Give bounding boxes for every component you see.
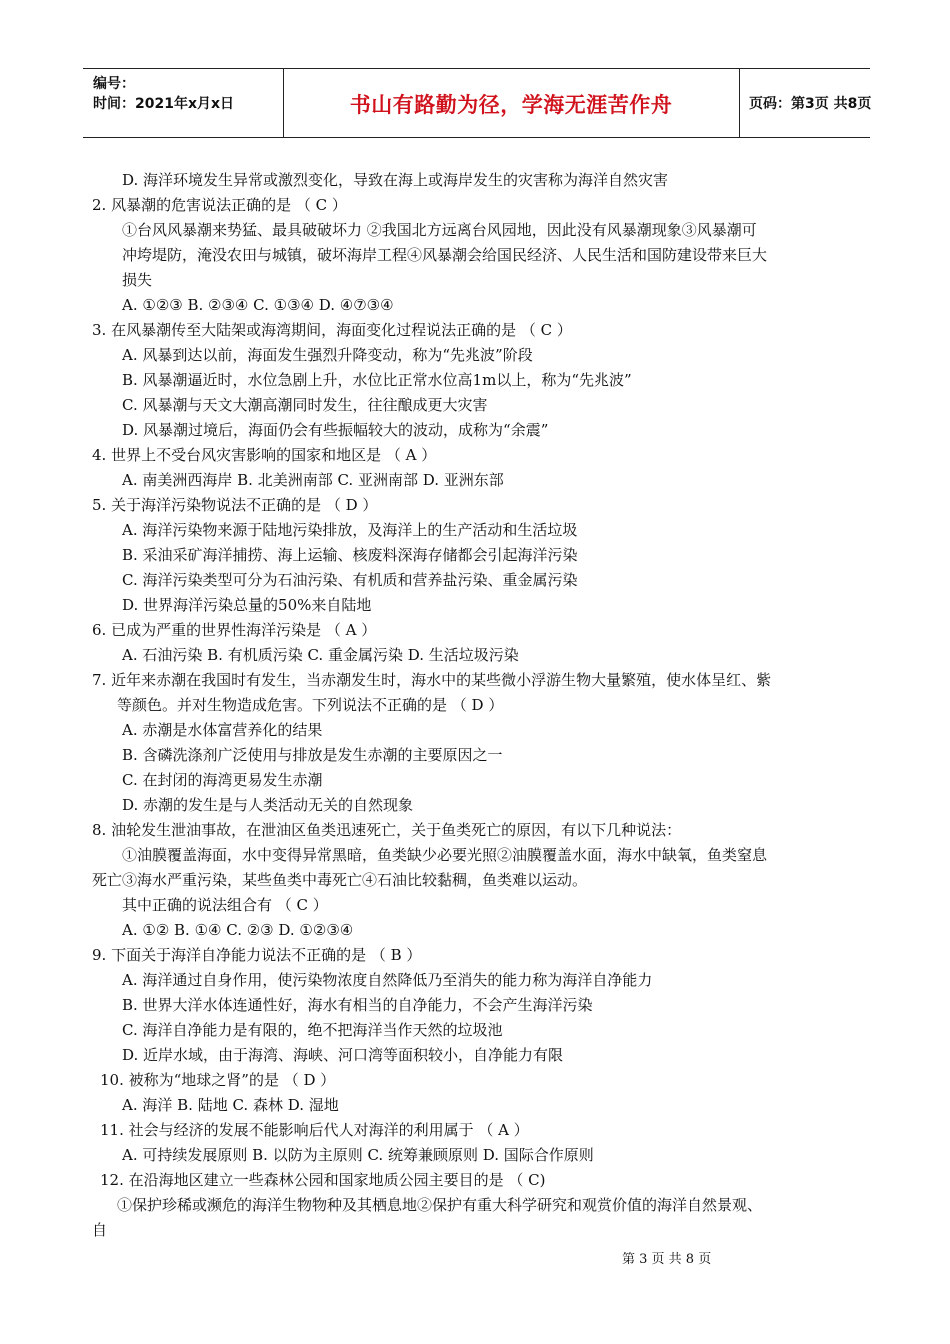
question-stem: 10. 被称为“地球之肾”的是 （ D ） [100,1071,336,1089]
option-line: D. 海洋环境发生异常或激烈变化，导致在海上或海岸发生的灾害称为海洋自然灾害 [122,171,669,189]
option-line: A. 海洋通过自身作用，使污染物浓度自然降低乃至消失的能力称为海洋自净能力 [122,971,653,989]
question-stem: 7. 近年来赤潮在我国时有发生，当赤潮发生时，海水中的某些微小浮游生物大量繁殖，使水体呈红、紫 [92,671,772,689]
option-line: B. 含磷洗涤剂广泛使用与排放是发生赤潮的主要原因之一 [122,746,503,764]
option-line: A. 可持续发展原则 B. 以防为主原则 C. 统筹兼顾原则 D. 国际合作原则 [122,1146,594,1164]
question-stem: 4. 世界上不受台风灾害影响的国家和地区是 （ A ） [92,446,437,464]
option-line: B. 世界大洋水体连通性好，海水有相当的自净能力，不会产生海洋污染 [122,996,593,1014]
motto: 书山有路勤为径，学海无涯苦作舟 [349,93,673,117]
option-line: D. 赤潮的发生是与人类活动无关的自然现象 [122,796,414,814]
document-number-label: 编号： [93,76,135,92]
page-code: 页码：第3页 共8页 [749,96,872,112]
option-line: D. 世界海洋污染总量的50%来自陆地 [122,596,372,614]
option-line: D. 风暴潮过境后，海面仍会有些振幅较大的波动，成称为“余震” [122,421,549,439]
question-text: ①台风风暴潮来势猛、最具破破坏力 ②我国北方远离台风园地，因此没有风暴潮现象③风暴潮可 [122,221,757,239]
header-meta-cell [83,69,284,137]
header-page-cell [739,69,870,137]
question-stem: 5. 关于海洋污染物说法不正确的是 （ D ） [92,496,378,514]
option-line: A. 风暴到达以前，海面发生强烈升降变动，称为“先兆波”阶段 [122,346,533,364]
option-line: D. 近岸水域，由于海湾、海峡、河口湾等面积较小，自净能力有限 [122,1046,564,1064]
option-line: A. 南美洲西海岸 B. 北美洲南部 C. 亚洲南部 D. 亚洲东部 [122,471,504,489]
question-text: ①保护珍稀或濒危的海洋生物物种及其栖息地②保护有重大科学研究和观赏价值的海洋自然景观、 [117,1196,763,1214]
question-text: 自 [92,1221,108,1239]
page-header [83,68,870,138]
option-line: C. 海洋自净能力是有限的，绝不把海洋当作天然的垃圾池 [122,1021,503,1039]
option-line: B. 风暴潮逼近时，水位急剧上升，水位比正常水位高1m以上，称为“先兆波” [122,371,632,389]
question-text: 冲垮堤防，淹没农田与城镇，破坏海岸工程④风暴潮会给国民经济、人民生活和国防建设带来巨大 [122,246,768,264]
option-line: B. 采油采矿海洋捕捞、海上运输、核废料深海存储都会引起海洋污染 [122,546,578,564]
question-text: 死亡③海水严重污染，某些鱼类中毒死亡④石油比较黏稠，鱼类难以运动。 [92,871,588,889]
question-text: 其中正确的说法组合有 （ C ） [122,896,328,914]
question-stem: 8. 油轮发生泄油事故，在泄油区鱼类迅速死亡，关于鱼类死亡的原因，有以下几种说法： [92,821,682,839]
option-line: C. 风暴潮与天文大潮高潮同时发生，往往酿成更大灾害 [122,396,488,414]
option-line: A. 海洋 B. 陆地 C. 森林 D. 湿地 [122,1096,339,1114]
question-stem: 6. 已成为严重的世界性海洋污染是 （ A ） [92,621,377,639]
option-line: A. 海洋污染物来源于陆地污染排放，及海洋上的生产活动和生活垃圾 [122,521,578,539]
question-text: ①油膜覆盖海面，水中变得异常黑暗，鱼类缺少必要光照②油膜覆盖水面，海水中缺氧，鱼类窒息 [122,846,768,864]
option-line: C. 海洋污染类型可分为石油污染、有机质和营养盐污染、重金属污染 [122,571,578,589]
question-stem: 3. 在风暴潮传至大陆架或海湾期间，海面变化过程说法正确的是 （ C ） [92,321,572,339]
option-line: C. 在封闭的海湾更易发生赤潮 [122,771,323,789]
question-text: 等颜色。并对生物造成危害。下列说法不正确的是 （ D ） [117,696,504,714]
question-stem: 2. 风暴潮的危害说法正确的是 （ C ） [92,196,347,214]
document-date-label: 时间：2021年x月x日 [93,96,235,112]
page-footer: 第 3 页 共 8 页 [622,1252,712,1267]
option-line: A. ①②③ B. ②③④ C. ①③④ D. ④⑦③④ [122,296,394,314]
question-text: 损失 [122,271,153,289]
option-line: A. 赤潮是水体富营养化的结果 [122,721,323,739]
question-stem: 9. 下面关于海洋自净能力说法不正确的是 （ B ） [92,946,422,964]
option-line: A. ①② B. ①④ C. ②③ D. ①②③④ [122,921,354,939]
question-stem: 11. 社会与经济的发展不能影响后代人对海洋的利用属于 （ A ） [100,1121,529,1139]
option-line: A. 石油污染 B. 有机质污染 C. 重金属污染 D. 生活垃圾污染 [122,646,519,664]
header-motto-cell [283,69,740,137]
question-stem: 12. 在沿海地区建立一些森林公园和国家地质公园主要目的是 （ C) [100,1171,546,1189]
